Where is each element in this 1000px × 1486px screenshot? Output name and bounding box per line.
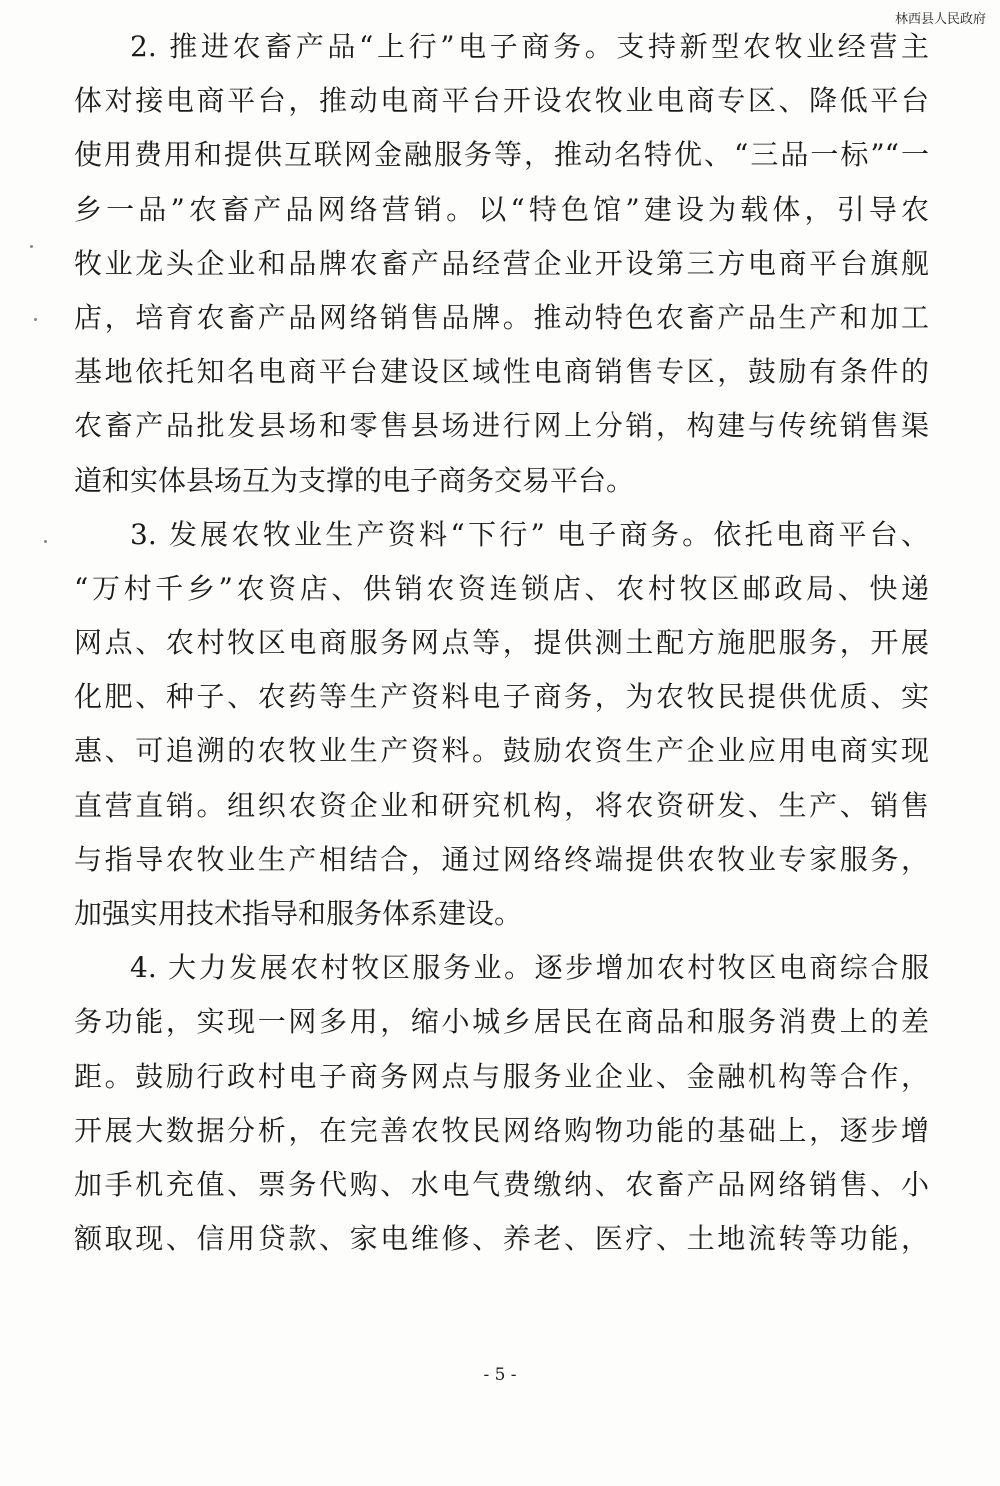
text-line: 加强实用技术指导和服务体系建设。 (74, 897, 523, 930)
text-line: 牧业龙头企业和品牌农畜产品经营企业开设第三方电商平台旗舰 (74, 246, 929, 280)
scan-speck (44, 540, 47, 543)
text-line: 3. 发展农牧业生产资料“下行” 电子商务。依托电商平台、 (130, 517, 929, 551)
text-line: 农畜产品批发县场和零售县场进行网上分销，构建与传统销售渠 (74, 409, 929, 443)
text-line: 加手机充值、票务代购、水电气费缴纳、农畜产品网络销售、小 (74, 1167, 929, 1201)
text-line: 惠、可追溯的农牧业生产资料。鼓励农资生产企业应用电商实现 (74, 734, 929, 768)
text-line: 务功能，实现一网多用，缩小城乡居民在商品和服务消费上的差 (74, 1005, 929, 1039)
text-line: 网点、农村牧区电商服务网点等，提供测土配方施肥服务，开展 (74, 626, 929, 660)
scan-speck (34, 318, 37, 321)
text-line: 道和实体县场互为支撑的电子商务交易平台。 (74, 463, 635, 497)
text-line: 基地依托知名电商平台建设区域性电商销售专区，鼓励有条件的 (74, 355, 929, 389)
text-line: 直营直销。组织农资企业和研究机构，将农资研发、生产、销售 (74, 788, 929, 822)
text-line: 距。鼓励行政村电子商务网点与服务业企业、金融机构等合作， (74, 1059, 929, 1093)
text-line: 体对接电商平台，推动电商平台开设农牧业电商专区、降低平台 (74, 84, 929, 118)
page-number: - 5 - (483, 1365, 517, 1385)
text-line: 额取现、信用贷款、家电维修、养老、医疗、土地流转等功能， (74, 1222, 929, 1256)
text-line: 2. 推进农畜产品“上行”电子商务。支持新型农牧业经营主 (130, 30, 929, 63)
text-line: 4. 大力发展农村牧区服务业。逐步增加农村牧区电商综合服 (130, 951, 929, 985)
text-line: 乡一品”农畜产品网络营销。以“特色馆”建设为载体，引导农 (74, 192, 929, 226)
scan-speck (30, 245, 33, 248)
document-body (74, 20, 929, 1266)
text-line: 店，培育农畜产品网络销售品牌。推动特色农畜产品生产和加工 (74, 300, 929, 334)
text-line: 开展大数据分析，在完善农牧民网络购物功能的基础上，逐步增 (74, 1113, 929, 1147)
text-line: 使用费用和提供互联网金融服务等，推动名特优、“三品一标”“一 (74, 138, 929, 172)
text-line: “万村千乡”农资店、供销农资连锁店、农村牧区邮政局、快递 (74, 571, 929, 605)
text-line: 化肥、种子、农药等生产资料电子商务，为农牧民提供优质、实 (74, 680, 929, 714)
issuer-watermark: 林西县人民政府 (894, 12, 986, 27)
text-line: 与指导农牧业生产相结合，通过网络终端提供农牧业专家服务， (74, 842, 929, 876)
